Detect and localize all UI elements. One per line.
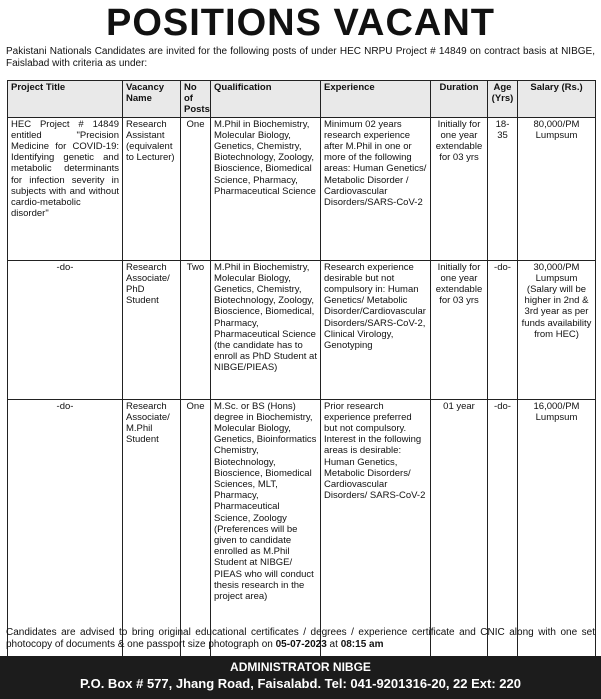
table-row (8, 117, 596, 260)
footer-note-text: Candidates are advised to bring original educational certificates / degrees / experience certificate and CNIC along with one set photocopy of documents & one passport size photograph on (6, 627, 595, 650)
cell-duration: Initially for one year extendable for 03 yrs (431, 117, 488, 260)
positions-table (7, 80, 596, 657)
cell-age: 18-35 (488, 117, 518, 260)
cell-project: HEC Project # 14849 entitled "Precision Medicine for COVID-19: Identifying genetic and metabolic determinants for infection severity in subjects with and without cardio-metabolic disorder" (8, 117, 123, 260)
cell-duration: 01 year (431, 399, 488, 656)
administrator-title: ADMINISTRATOR NIBGE (230, 660, 371, 674)
header-project-title: Project Title (8, 81, 123, 118)
cell-posts: One (181, 399, 211, 656)
cell-salary: 30,000/PM Lumpsum (Salary will be higher in 2nd & 3rd year as per funds availability from HEC) (518, 260, 596, 399)
contact-address: P.O. Box # 577, Jhang Road, Faisalabd. Tel: 041-9201316-20, 22 Ext: 220 (79, 676, 521, 691)
interview-date: 05-07-2023 (275, 639, 327, 650)
cell-experience: Research experience desirable but not compulsory in: Human Genetics/ Metabolic Disorder/Cardiovascular Disorders/SARS-CoV-2, Clinical Virology, Genotyping (321, 260, 431, 399)
interview-time: 08:15 am (340, 639, 384, 650)
cell-vacancy: Research Associate/ PhD Student (123, 260, 181, 399)
contact-band (0, 656, 601, 699)
cell-vacancy: Research Associate/ M.Phil Student (123, 399, 181, 656)
header-age: Age (Yrs) (488, 81, 518, 118)
header-no-of-posts: No of Posts (181, 81, 211, 118)
cell-project: -do- (8, 399, 123, 656)
header-vacancy-name: Vacancy Name (123, 81, 181, 118)
header-experience: Experience (321, 81, 431, 118)
cell-age: -do- (488, 260, 518, 399)
cell-experience: Minimum 02 years research experience after M.Phil in one or more of the following areas: Human Genetics/ Metabolic Disorder / Cardiovascular Disorders/SARS-CoV-2 (321, 117, 431, 260)
footer-at-text: at (326, 639, 341, 650)
cell-salary: 16,000/PM Lumpsum (518, 399, 596, 656)
cell-experience: Prior research experience preferred but not compulsory. Interest in the following areas is desirable: Human Genetics, Metabolic Disorders/ Cardiovascular Disorders/ SARS-CoV-2 (321, 399, 431, 656)
cell-qualification: M.Phil in Biochemistry, Molecular Biology, Genetics, Chemistry, Biotechnology, Zoology, Bioscience, Biomedical, Pharmacy, Pharmaceutical Science (the candidate has to enroll as PhD Student at NIBGE/PIEAS) (211, 260, 321, 399)
intro-text: Pakistani Nationals Candidates are invited for the following posts of under HEC NRPU Project # 14849 on contract basis at NIBGE, Faislabad with criteria as under: (6, 46, 595, 69)
table-row (8, 399, 596, 656)
header-duration: Duration (431, 81, 488, 118)
cell-posts: Two (181, 260, 211, 399)
table-header-row (8, 81, 596, 118)
cell-posts: One (181, 117, 211, 260)
cell-qualification: M.Sc. or BS (Hons) degree in Biochemistry, Molecular Biology, Genetics, Bioinformatics Chemistry, Biotechnology, Bioscience, Biomedical Sciences, MLT, Pharmacy, Pharmaceutical Science, Zoology (Preferences will be given to candidate enrolled as M.Phil Student at NIBGE/ PIEAS who will conduct thesis research in the project area) (211, 399, 321, 656)
header-salary: Salary (Rs.) (518, 81, 596, 118)
cell-duration: Initially for one year extendable for 03 yrs (431, 260, 488, 399)
table-row (8, 260, 596, 399)
cell-qualification: M.Phil in Biochemistry, Molecular Biology, Genetics, Chemistry, Biotechnology, Zoology, Bioscience, Biomedical Science, Pharmacy, Pharmaceutical Science (211, 117, 321, 260)
cell-project: -do- (8, 260, 123, 399)
page-title: POSITIONS VACANT (106, 2, 495, 44)
cell-age: -do- (488, 399, 518, 656)
cell-salary: 80,000/PM Lumpsum (518, 117, 596, 260)
header-qualification: Qualification (211, 81, 321, 118)
cell-vacancy: Research Assistant (equivalent to Lecturer) (123, 117, 181, 260)
footer-note (6, 627, 595, 651)
